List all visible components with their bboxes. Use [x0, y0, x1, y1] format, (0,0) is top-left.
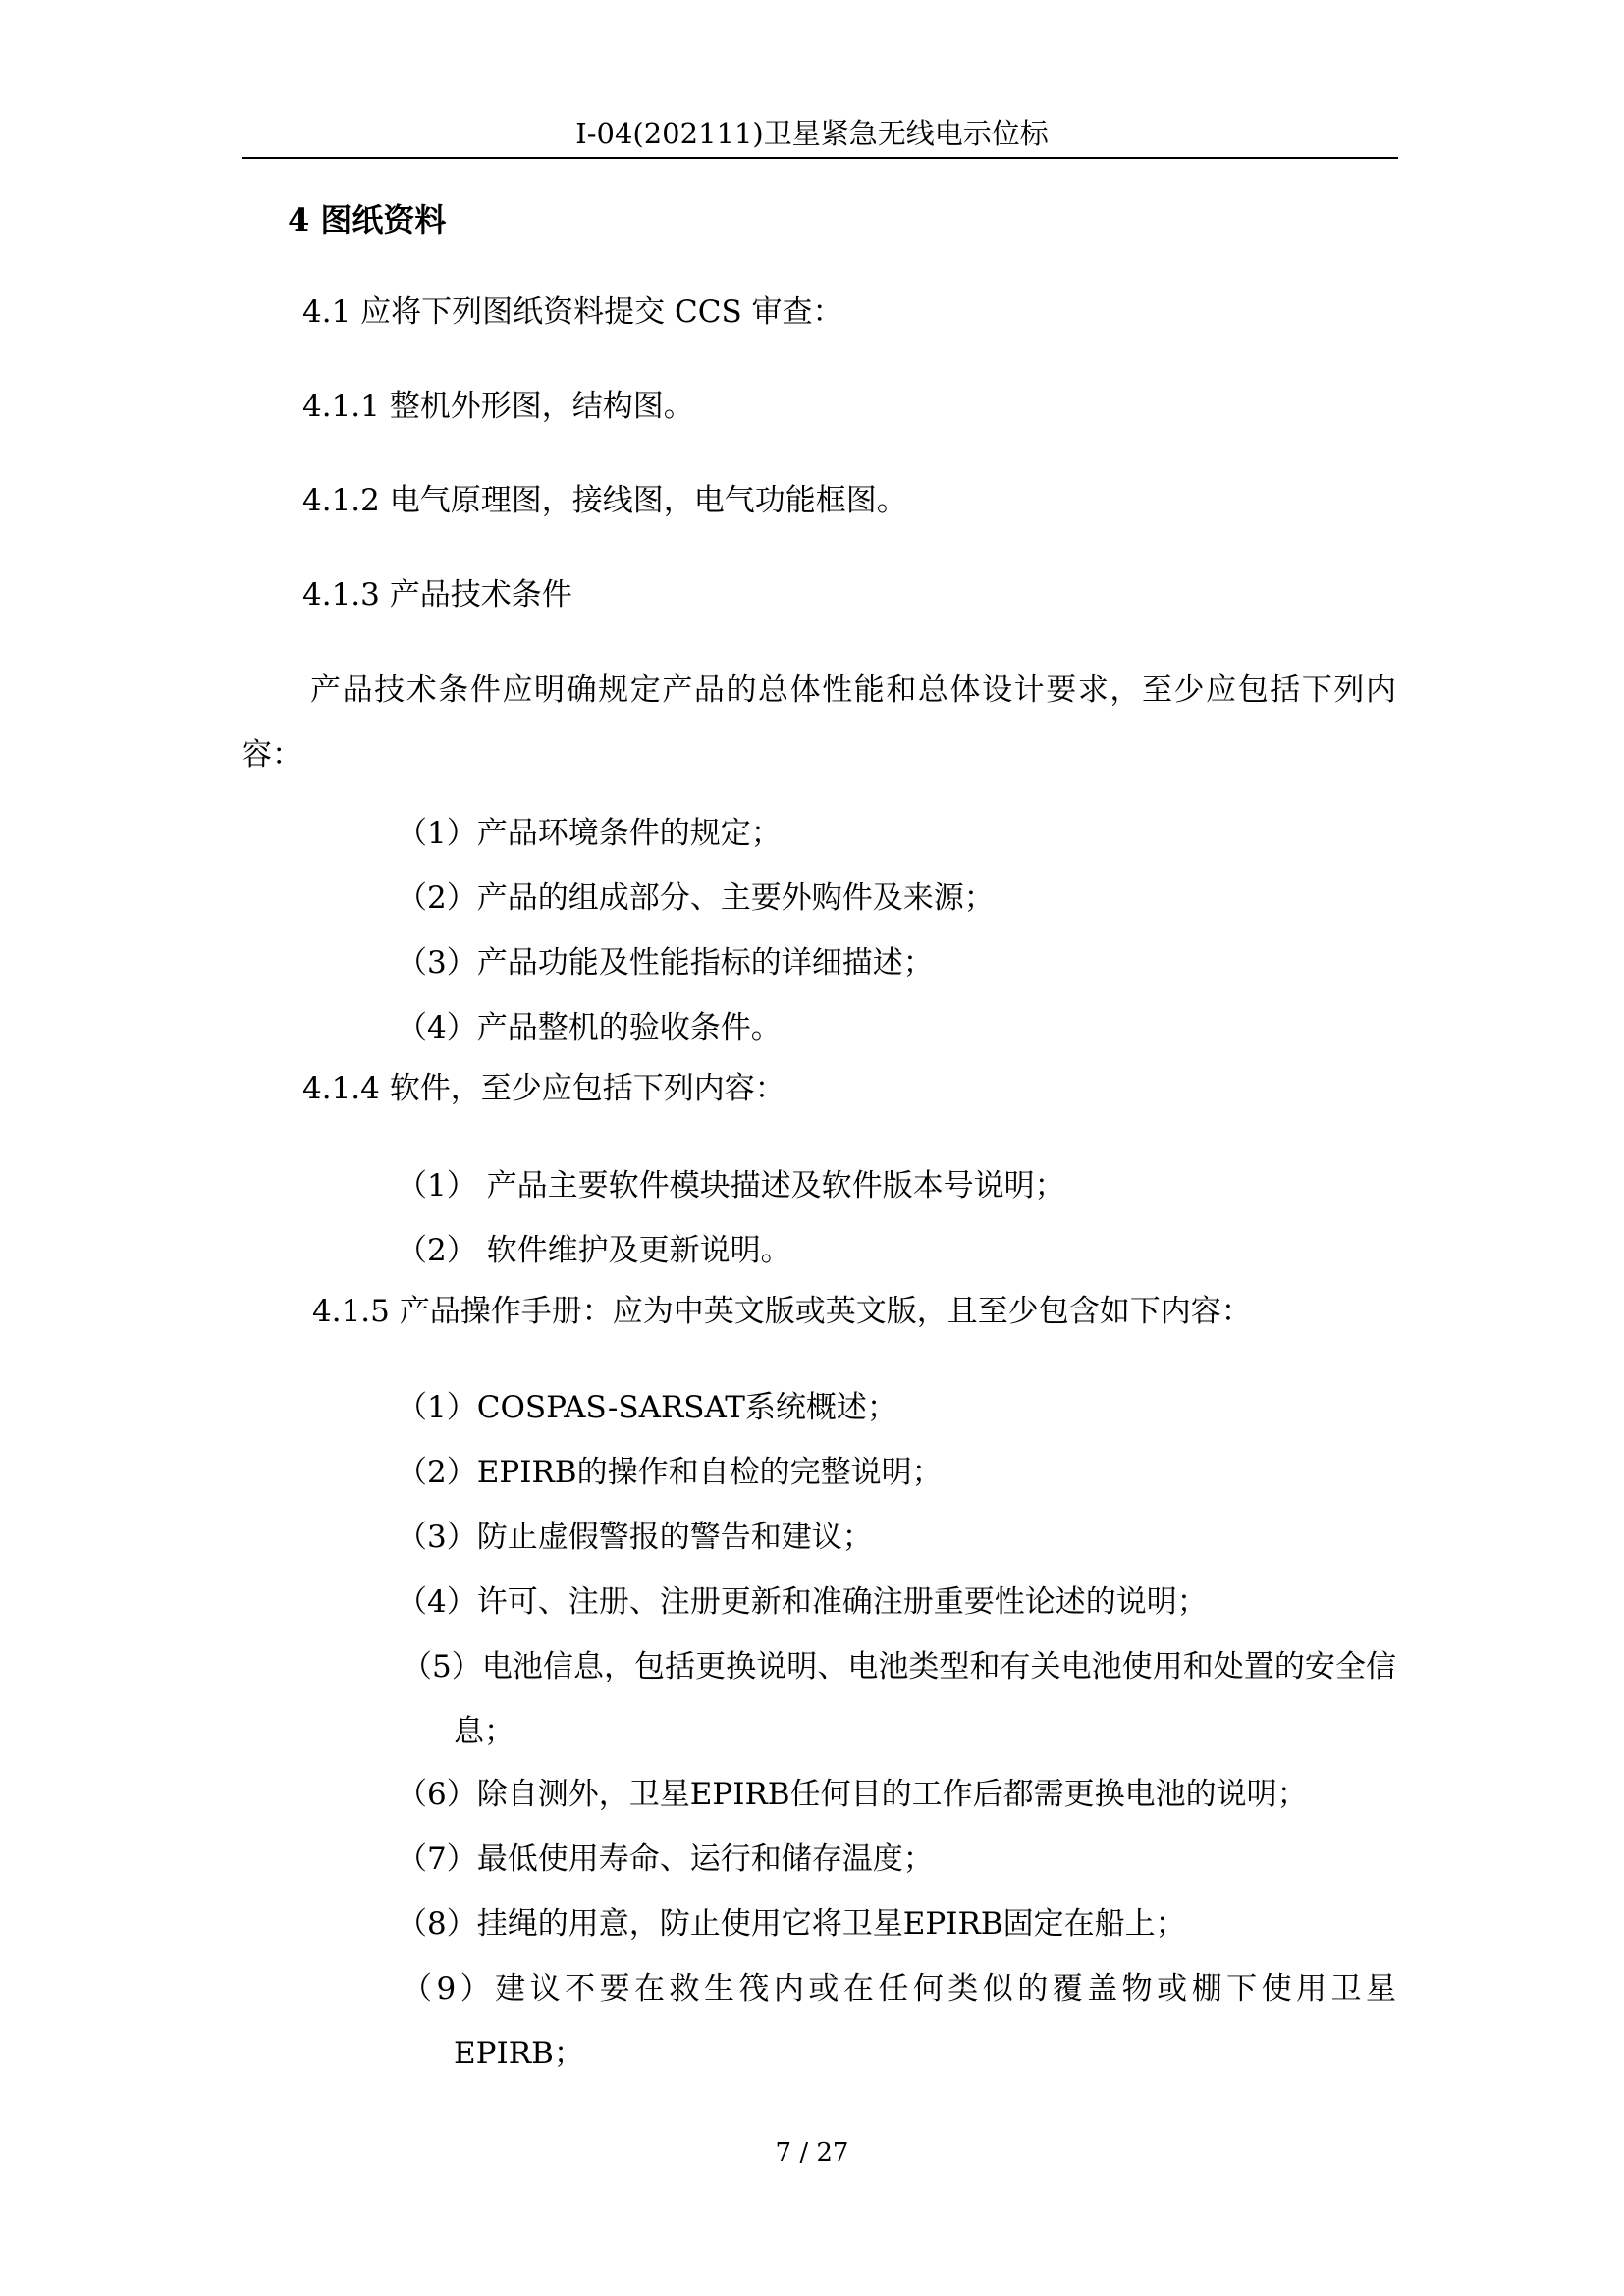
- manual-item-wrapped: （9）建议不要在救生筏内或在任何类似的覆盖物或棚下使用卫星EPIRB；: [402, 1971, 1396, 2071]
- clause-4-1-4: 4.1.4 软件，至少应包括下列内容：: [302, 1071, 785, 1106]
- clause-4-1-3: 4.1.3 产品技术条件: [302, 577, 572, 613]
- header-divider: [242, 157, 1398, 159]
- manual-item: （2）EPIRB的操作和自检的完整说明；: [397, 1455, 943, 1490]
- clause-4-1: 4.1 应将下列图纸资料提交 CCS 审查：: [302, 294, 843, 330]
- manual-item: （7）最低使用寿命、运行和储存温度；: [397, 1842, 934, 1877]
- manual-item-wrapped: （5）电池信息，包括更换说明、电池类型和有关电池使用和处置的安全信息；: [402, 1649, 1396, 1749]
- section-heading: 4 图纸资料: [288, 201, 447, 239]
- clause-4-1-5: 4.1.5 产品操作手册：应为中英文版或英文版，且至少包含如下内容：: [312, 1294, 1252, 1329]
- manual-item: （6）除自测外，卫星EPIRB任何目的工作后都需更换电池的说明；: [397, 1777, 1308, 1812]
- tech-conditions-paragraph: 产品技术条件应明确规定产品的总体性能和总体设计要求，至少应包括下列内容：: [242, 672, 1396, 773]
- tech-condition-item: （3）产品功能及性能指标的详细描述；: [397, 945, 934, 981]
- manual-item: （3）防止虚假警报的警告和建议；: [397, 1520, 873, 1555]
- software-item: （2） 软件维护及更新说明。: [397, 1233, 791, 1268]
- clause-4-1-1: 4.1.1 整机外形图，结构图。: [302, 389, 694, 424]
- tech-condition-item: （1）产品环境条件的规定；: [397, 816, 782, 851]
- clause-4-1-2: 4.1.2 电气原理图，接线图，电气功能框图。: [302, 483, 907, 518]
- manual-item: （1）COSPAS-SARSAT系统概述；: [397, 1390, 897, 1425]
- manual-item: （8）挂绳的用意，防止使用它将卫星EPIRB固定在船上；: [397, 1906, 1186, 1942]
- manual-item: （4）许可、注册、注册更新和准确注册重要性论述的说明；: [397, 1584, 1208, 1620]
- tech-condition-item: （4）产品整机的验收条件。: [397, 1010, 782, 1045]
- tech-condition-item: （2）产品的组成部分、主要外购件及来源；: [397, 881, 995, 916]
- software-item: （1） 产品主要软件模块描述及软件版本号说明；: [397, 1168, 1065, 1203]
- running-header-title: I-04(202111)卫星紧急无线电示位标: [575, 117, 1049, 150]
- page-number: 7 / 27: [775, 2138, 849, 2167]
